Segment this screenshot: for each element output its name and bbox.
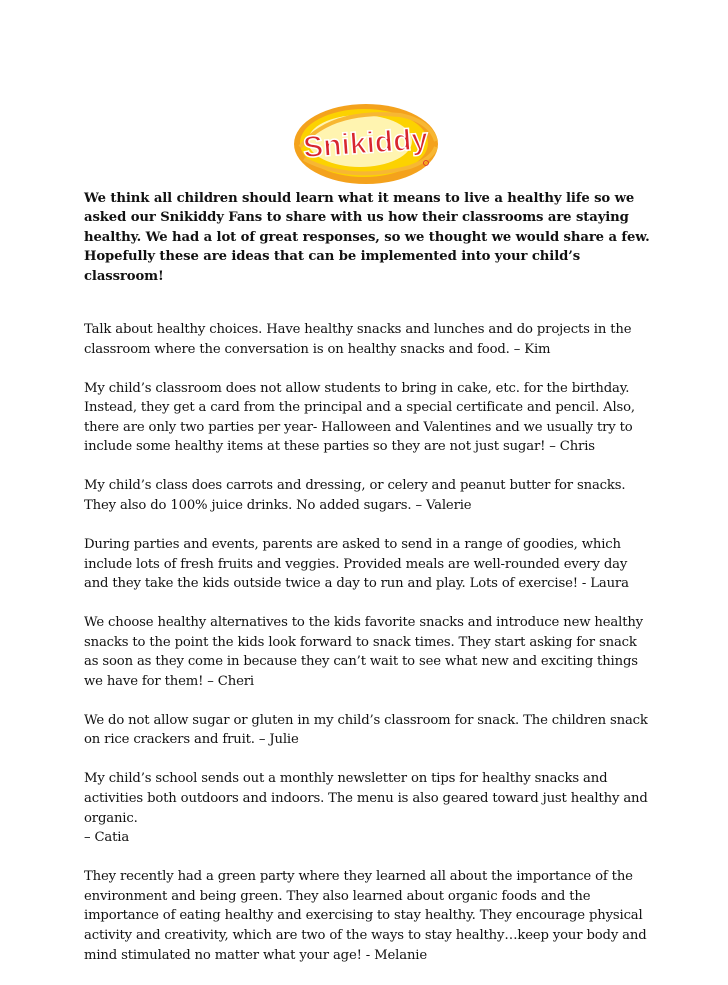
snikiddy-logo [290, 101, 442, 187]
testimonial-catia: My child’s school sends out a monthly newsletter on tips for healthy snacks and activities both outdoors and indoors. The menu is also geared toward just healthy and organic. – Catia [84, 771, 648, 846]
document-body [84, 189, 654, 985]
testimonial-melanie: They recently had a green party where they learned all about the importance of the environment and being green. They also learned about organic foods and the importance of eating healthy and exercising to stay healthy. They encourage physical activity and creativity, which are two of the ways to stay healthy…keep your body and mind stimulated no matter what your age! - Melanie [84, 869, 647, 963]
testimonial-valerie: My child’s class does carrots and dressing, or celery and peanut butter for snacks. They also do 100% juice drinks. No added sugars. – Valerie [84, 478, 626, 513]
intro-paragraph: We think all children should learn what it means to live a healthy life so we asked our Snikiddy Fans to share with us how their classrooms are staying healthy. We had a lot of great responses, so we thought we would share a few. Hopefully these are ideas that can be implemented into your child’s classroom! [84, 191, 650, 284]
testimonial-cheri: We choose healthy alternatives to the kids favorite snacks and introduce new healthy snacks to the point the kids look forward to snack times. They start asking for snack as soon as they come in because they can’t wait to see what new and exciting things we have for them! – Cheri [84, 615, 643, 689]
snikiddy-logo-graphic [290, 101, 442, 187]
testimonial-julie: We do not allow sugar or gluten in my child’s classroom for snack. The children snack on rice crackers and fruit. – Julie [84, 712, 648, 748]
testimonial-kim: Talk about healthy choices. Have healthy snacks and lunches and do projects in the classroom where the conversation is on healthy snacks and food. – Kim [84, 322, 632, 357]
testimonial-chris: My child’s classroom does not allow students to bring in cake, etc. for the birthday. Instead, they get a card from the principal and a special certificate and pencil. Also, there are only two parties per year- Halloween and Valentines and we usually try to include some healthy items at these parties so they are not just sugar! – Chris [84, 380, 635, 455]
logo-wordmark: Snikiddy [302, 122, 430, 165]
testimonial-laura: During parties and events, parents are asked to send in a range of goodies, which include lots of fresh fruits and veggies. Provided meals are well-rounded every day and they take the kids outside twice a day to run and play. Lots of exercise! - Laura [84, 536, 629, 592]
